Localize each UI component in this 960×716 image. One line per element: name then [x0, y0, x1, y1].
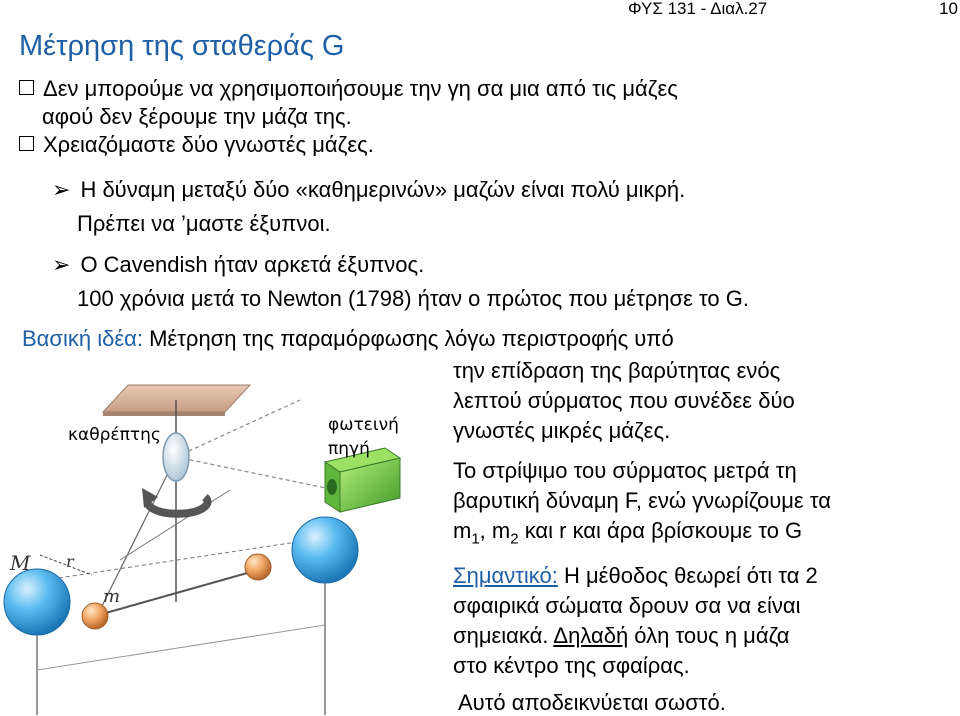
m-label: m: [103, 586, 121, 607]
large-mass-right: [292, 517, 358, 583]
cavendish-diagram: [0, 370, 445, 715]
torsion-line3: $m_1$, $m_2$ και r και άρα βρίσκουμε το G: [453, 518, 803, 548]
mirror-label: καθρέπτης: [68, 425, 161, 445]
basic-idea-label: Βασική ιδέα:: [22, 326, 143, 351]
basic-idea-line1: Βασική ιδέα: Μέτρηση της παραμόρφωσης λόγω περιστροφής υπό: [22, 326, 674, 351]
sub-bullet-1: ➢ Η δύναμη μεταξύ δύο «καθημερινών» μαζών είναι πολύ μικρή.: [52, 177, 686, 202]
basic-idea-line3: λεπτού σύρματος που συνέδεε δύο: [453, 388, 795, 413]
torsion-line2: βαρυτική δύναμη F, ενώ γνωρίζουμε τα: [453, 488, 831, 513]
course-header: ΦΥΣ 131 - Διαλ.27: [628, 0, 768, 18]
basic-idea-line4: γνωστές μικρές μάζες.: [453, 418, 671, 443]
page-number: 10: [939, 0, 958, 18]
sub-bullet-2: ➢ Ο Cavendish ήταν αρκετά έξυπνος.: [52, 252, 425, 277]
basic-idea-line2: την επίδραση της βαρύτητας ενός: [453, 358, 781, 383]
small-mass-right: [245, 554, 271, 580]
light-source-label-2: πηγή: [328, 439, 370, 459]
slide-title: Μέτρηση της σταθεράς G: [19, 30, 345, 62]
r-label: r: [66, 552, 74, 571]
bullet-1: Δεν μπορούμε να χρησιμοποιήσουμε την γη σα μια από τις μάζες: [19, 76, 678, 102]
large-mass-left: [4, 569, 70, 635]
arrow-bullet-icon: ➢: [52, 252, 71, 277]
checkbox-bullet-icon: [19, 80, 34, 95]
checkbox-bullet-icon: [19, 136, 34, 151]
arrow-bullet-icon: ➢: [52, 177, 71, 202]
important-line1: Σημαντικό: Η μέθοδος θεωρεί ότι τα 2: [453, 563, 818, 588]
bullet-2: Χρειαζόμαστε δύο γνωστές μάζες.: [19, 132, 374, 158]
light-source-label-1: φωτεινή: [328, 415, 399, 435]
important-line4: στο κέντρο της σφαίρας.: [453, 653, 690, 678]
M-label: M: [10, 551, 31, 575]
torsion-line1: Το στρίψιμο του σύρματος μετρά τη: [453, 458, 797, 483]
important-label: Σημαντικό:: [453, 563, 558, 588]
mirror: [163, 433, 189, 481]
sub-bullet-1-cont: Πρέπει να ’μαστε έξυπνοι.: [77, 211, 331, 236]
sub-bullet-2-cont: 100 χρόνια μετά το Newton (1798) ήταν ο πρώτος που μέτρησε το G.: [77, 286, 749, 311]
important-line2: σφαιρικά σώματα δρουν σα να είναι: [453, 593, 801, 618]
rotation-arrow-icon: [148, 497, 208, 514]
proof-note: Αυτό αποδεικνύεται σωστό.: [458, 690, 726, 715]
bullet-1-cont: αφού δεν ξέρουμε την μάζα της.: [42, 104, 352, 129]
important-line3: σημειακά. Δηλαδή όλη τους η μάζα: [453, 623, 790, 648]
